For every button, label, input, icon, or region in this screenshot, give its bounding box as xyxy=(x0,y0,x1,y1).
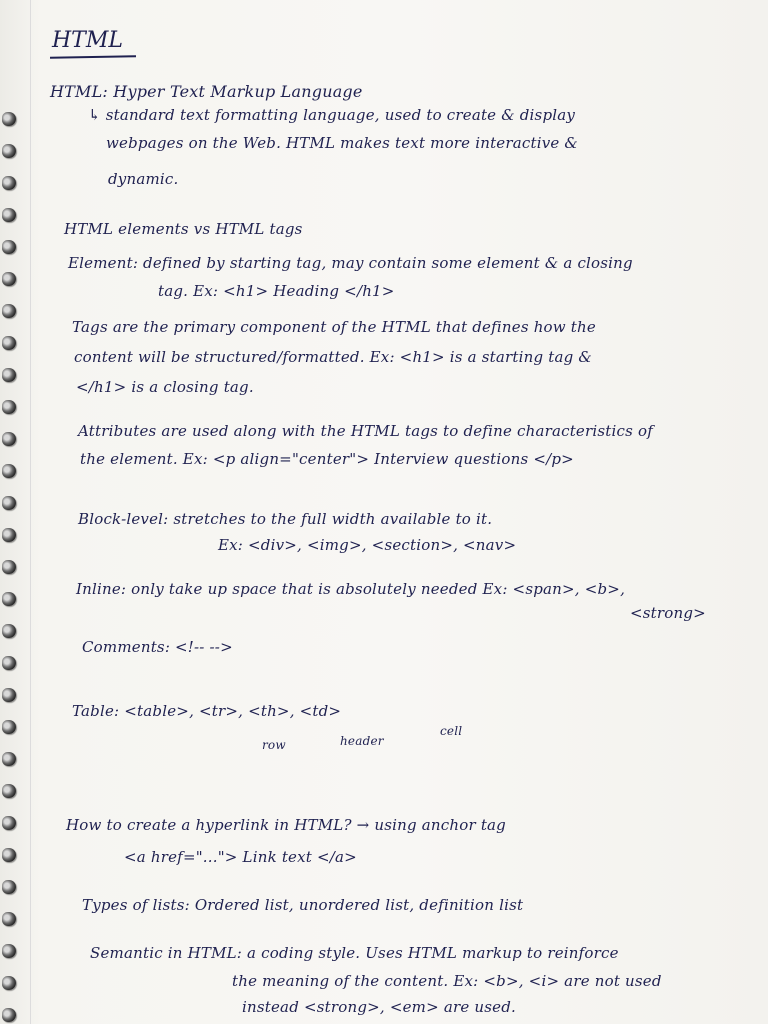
spiral-ring xyxy=(2,240,16,254)
note-line: </h1> is a closing tag. xyxy=(76,378,254,396)
spiral-ring xyxy=(2,528,16,542)
spiral-ring xyxy=(2,208,16,222)
spiral-ring xyxy=(2,624,16,638)
spiral-ring xyxy=(2,1008,16,1022)
note-line: Attributes are used along with the HTML tags to define characteristics of xyxy=(78,422,653,440)
spiral-binding xyxy=(0,0,26,1024)
spiral-ring xyxy=(2,784,16,798)
note-line: Types of lists: Ordered list, unordered list, definition list xyxy=(82,896,524,914)
note-annotation: header xyxy=(340,734,384,748)
spiral-ring xyxy=(2,656,16,670)
spiral-ring xyxy=(2,368,16,382)
spiral-ring xyxy=(2,848,16,862)
note-line: tag. Ex: <h1> Heading </h1> xyxy=(158,282,395,300)
spiral-ring xyxy=(2,400,16,414)
note-line: Ex: <div>, <img>, <section>, <nav> xyxy=(218,536,517,554)
note-line: content will be structured/formatted. Ex: <h1> is a starting tag & xyxy=(74,348,592,366)
spiral-ring xyxy=(2,880,16,894)
spiral-ring xyxy=(2,592,16,606)
note-line: How to create a hyperlink in HTML? → using anchor tag xyxy=(66,816,506,834)
note-line: Table: <table>, <tr>, <th>, <td> xyxy=(72,702,342,720)
page-title: HTML xyxy=(52,28,123,53)
note-line: Inline: only take up space that is absolutely needed Ex: <span>, <b>, xyxy=(76,580,626,598)
spiral-ring xyxy=(2,976,16,990)
spiral-ring xyxy=(2,688,16,702)
margin-line xyxy=(30,0,31,1024)
spiral-ring xyxy=(2,144,16,158)
note-line: <a href="..."> Link text </a> xyxy=(124,848,357,866)
spiral-ring xyxy=(2,496,16,510)
note-annotation: cell xyxy=(440,724,463,738)
note-line: HTML: Hyper Text Markup Language xyxy=(50,82,363,101)
title-underline xyxy=(50,55,136,59)
spiral-ring xyxy=(2,816,16,830)
note-line: the meaning of the content. Ex: <b>, <i> are not used xyxy=(232,972,662,990)
note-line: instead <strong>, <em> are used. xyxy=(242,998,517,1016)
spiral-ring xyxy=(2,912,16,926)
note-line: ↳ standard text formatting language, used to create & display xyxy=(88,106,576,124)
note-line: Tags are the primary component of the HTML that defines how the xyxy=(72,318,596,336)
note-line: webpages on the Web. HTML makes text more interactive & xyxy=(106,134,578,152)
spiral-ring xyxy=(2,272,16,286)
spiral-ring xyxy=(2,944,16,958)
spiral-ring xyxy=(2,176,16,190)
note-line: Comments: <!-- --> xyxy=(82,638,233,656)
spiral-ring xyxy=(2,464,16,478)
spiral-ring xyxy=(2,720,16,734)
note-heading: HTML elements vs HTML tags xyxy=(64,220,303,238)
note-line: Semantic in HTML: a coding style. Uses HTML markup to reinforce xyxy=(90,944,619,962)
spiral-ring xyxy=(2,560,16,574)
spiral-ring xyxy=(2,336,16,350)
note-line: <strong> xyxy=(630,604,706,622)
note-annotation: row xyxy=(262,738,286,752)
spiral-ring xyxy=(2,752,16,766)
note-line: the element. Ex: <p align="center"> Interview questions </p> xyxy=(80,450,574,468)
note-line: dynamic. xyxy=(108,170,179,188)
spiral-ring xyxy=(2,112,16,126)
note-line: Block-level: stretches to the full width available to it. xyxy=(78,510,493,528)
note-line: Element: defined by starting tag, may contain some element & a closing xyxy=(68,254,633,272)
spiral-ring xyxy=(2,432,16,446)
spiral-ring xyxy=(2,304,16,318)
